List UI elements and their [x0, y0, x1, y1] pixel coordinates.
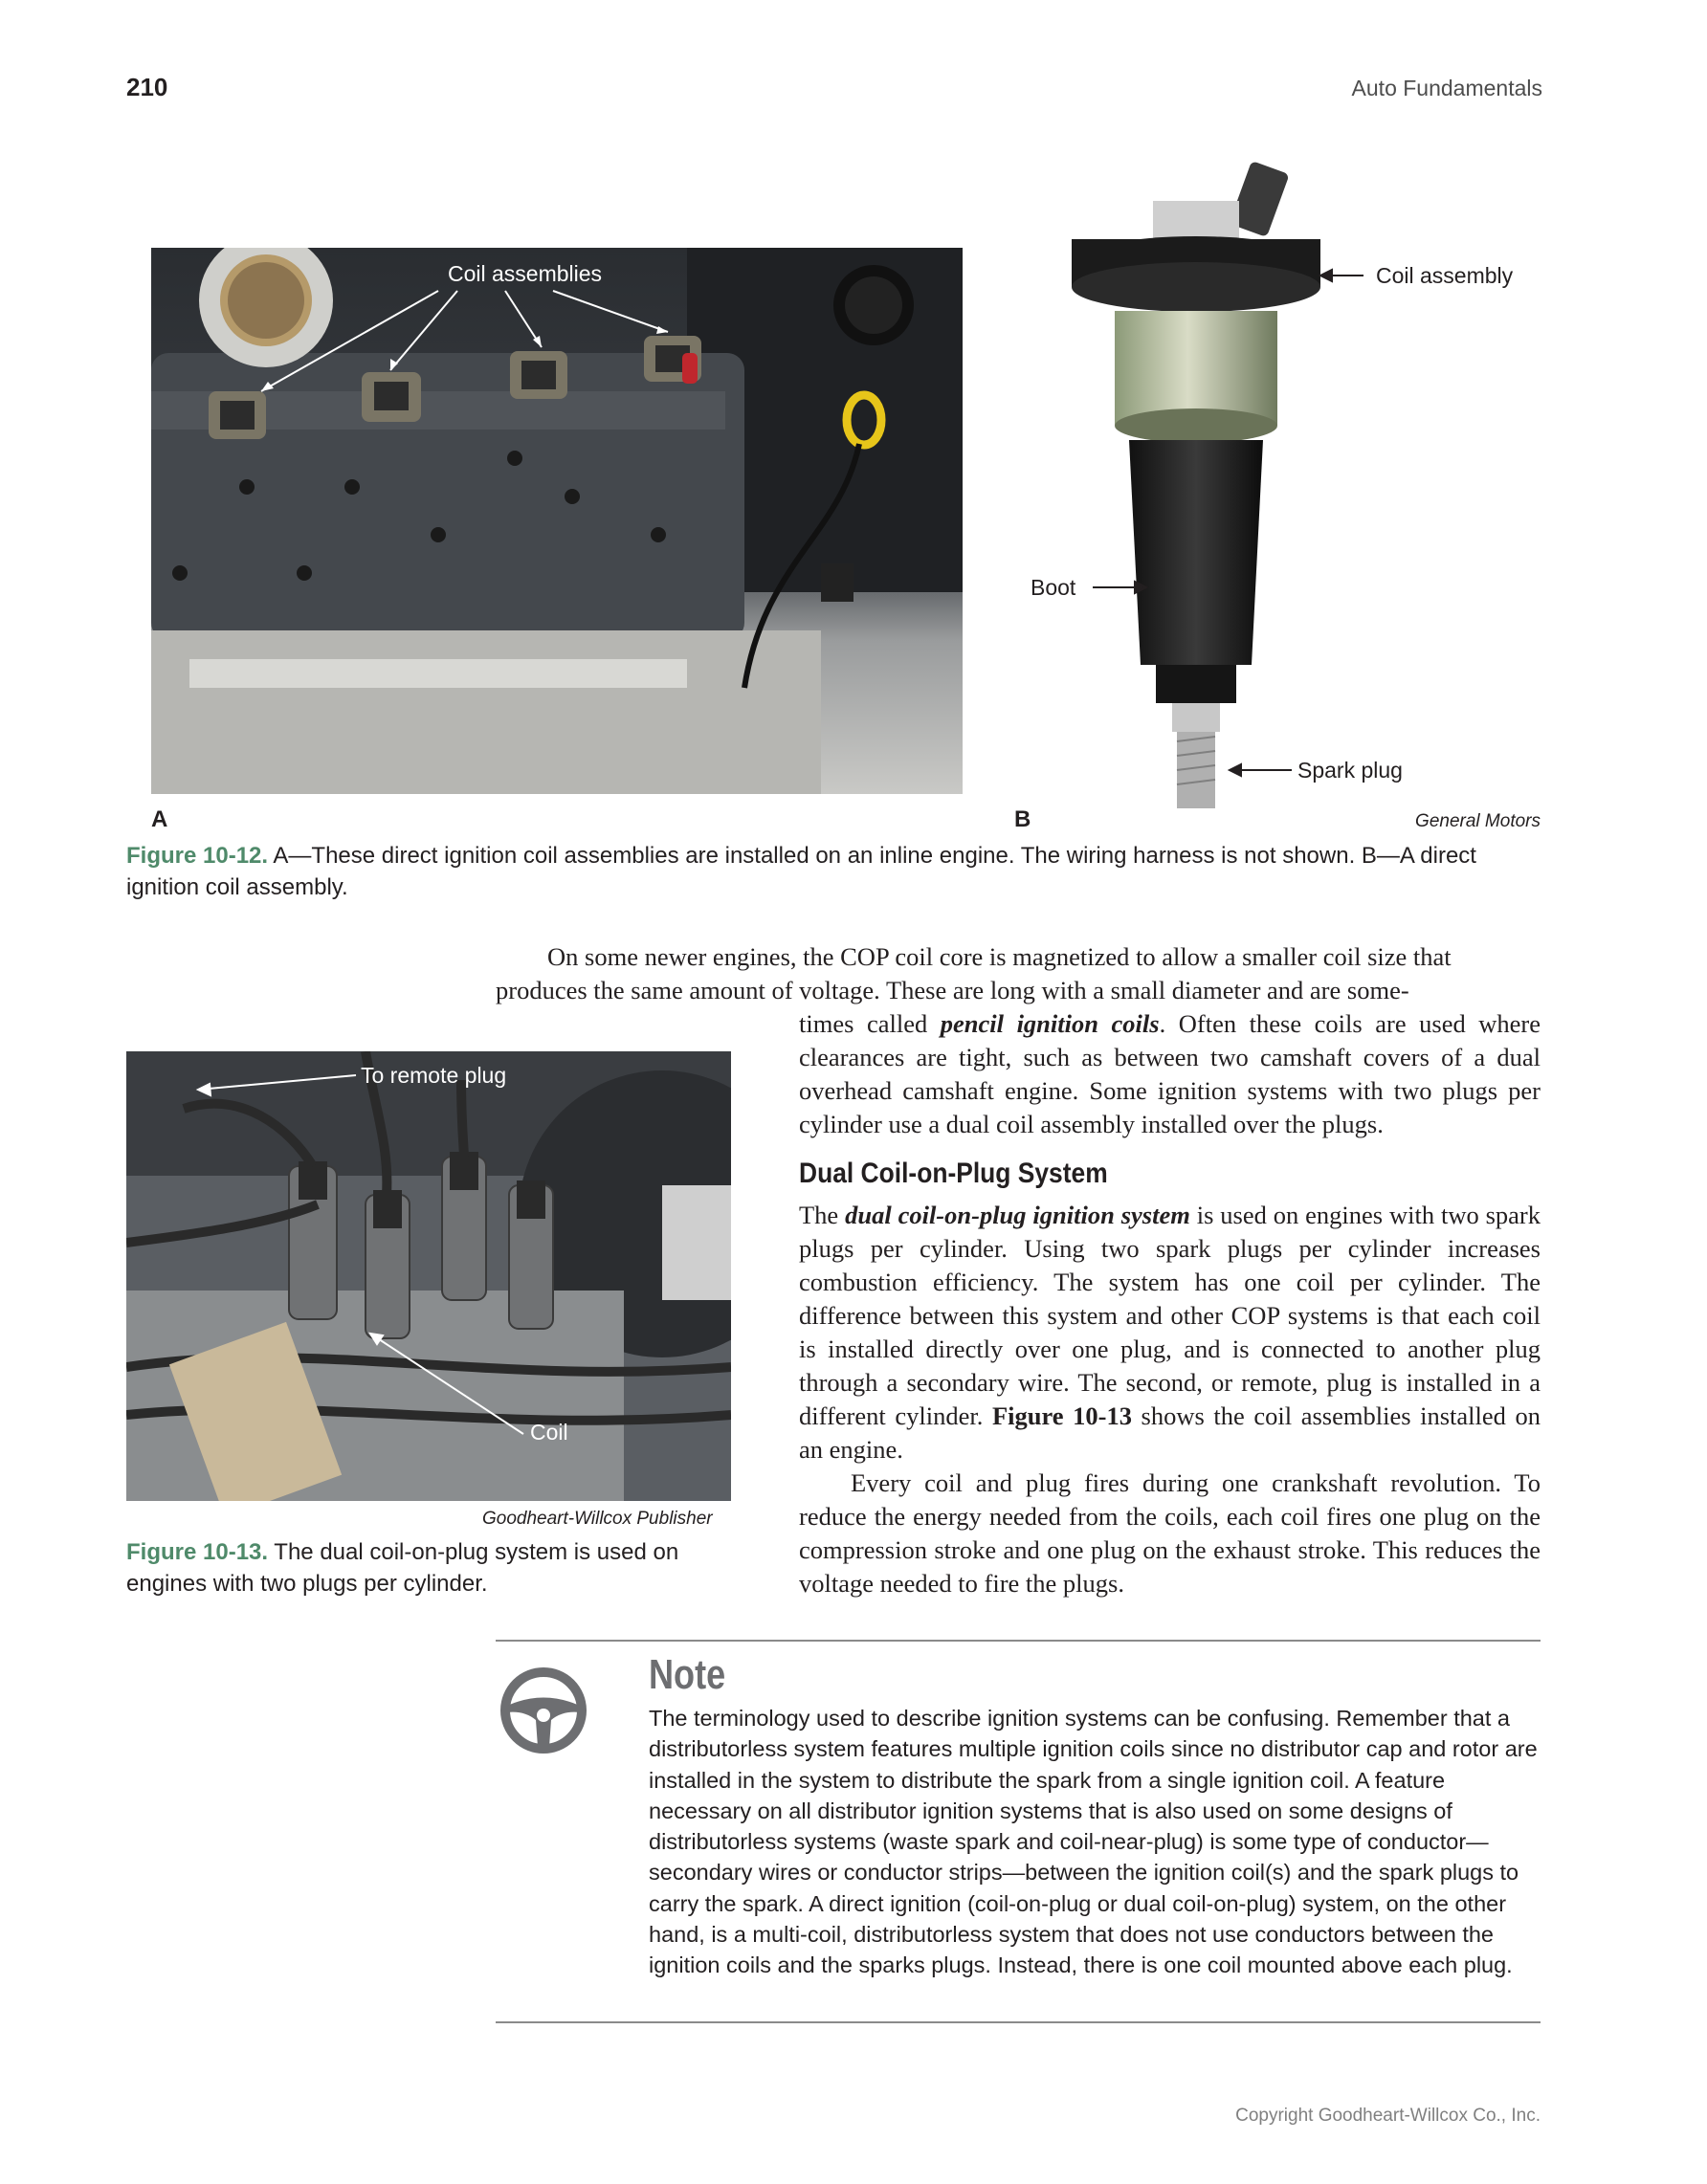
coil-assemblies-label: Coil assemblies: [448, 261, 603, 286]
coil-label: Coil: [530, 1420, 568, 1445]
copyright-notice: Copyright Goodheart-Willcox Co., Inc.: [1235, 2106, 1541, 2126]
dual-cop-text: [799, 1199, 1541, 1600]
intro-continuation: [799, 1007, 1541, 1141]
text-run: . Often these coils are used where clearances are tight, such as between two camshaft covers of a dual overhead camshaft engine. Some ignition systems with two plugs per cylinder use a dual coil assembly installed over the plugs.: [799, 1009, 1541, 1138]
spark-plug-callout: Spark plug: [1297, 758, 1403, 783]
intro-paragraph: [496, 940, 1541, 1007]
note-title: Note: [649, 1651, 726, 1698]
note-box: [496, 1640, 1541, 2023]
boot-callout: Boot: [1031, 575, 1076, 600]
caption-text: A—These direct ignition coil assemblies are installed on an inline engine. The wiring harness is not shown. B—A direct ignition coil assembly.: [126, 843, 1476, 900]
paragraph: Every coil and plug fires during one crankshaft revolution. To reduce the energy needed from the coils, each coil fires one plug on the compression stroke and one plug on the exhaust stroke. This reduces the voltage needed to fire the plugs.: [799, 1468, 1541, 1598]
note-body: The terminology used to describe ignition systems can be confusing. Remember that a distributorless system features multiple ignition coils since no distributor cap and rotor are installed in the system to distribute the spark from a single ignition coil. A feature necessary on all distributor ignition systems that is also used on some designs of distributorless systems (waste spark and coil-near-plug) is some type of conductor—secondary wires or conductor strips—between the ignition coil(s) and the spark plugs to carry the spark. A direct ignition (coil-on-plug or dual coil-on-plug) system, on the other hand, is a multi-coil, distributorless system that does not use conductors between the ignition coils and the sparks plugs. Instead, there is one coil mounted above each plug.: [649, 1706, 1538, 1978]
text-run: The: [799, 1201, 846, 1229]
panel-letter-b: B: [1014, 806, 1031, 832]
text-run: shows the coil assemblies installed on an engine.: [799, 1401, 1541, 1464]
figure-reference: Figure 10-13: [991, 1401, 1132, 1430]
figure-credit: Goodheart-Willcox Publisher: [482, 1509, 713, 1529]
engine-photo: [151, 248, 963, 794]
to-remote-plug-label: To remote plug: [361, 1063, 507, 1088]
section-heading: Dual Coil-on-Plug System: [799, 1158, 1108, 1189]
figure-number: Figure 10-12.: [126, 843, 269, 869]
intro-line: On some newer engines, the COP coil core is magnetized to allow a smaller coil size that: [547, 942, 1452, 971]
running-head: Auto Fundamentals: [1351, 76, 1542, 100]
text-run: times called: [799, 1009, 941, 1038]
steering-wheel-icon: [496, 1663, 591, 1758]
figure-number: Figure 10-13.: [126, 1539, 269, 1565]
page-number: 210: [126, 73, 168, 101]
key-term: dual coil-on-plug ignition system: [845, 1201, 1190, 1229]
caption-text: The dual coil-on-plug system is used on engines with two plugs per cylinder.: [126, 1539, 679, 1597]
coil-callout-arrows: [1014, 258, 1378, 784]
key-term: pencil ignition coils: [940, 1009, 1160, 1038]
figure-10-12-caption: [126, 840, 1541, 903]
figure-10-13-caption: [126, 1536, 739, 1599]
dual-coil-photo: [126, 1051, 731, 1501]
coil-assembly-callout: Coil assembly: [1376, 263, 1514, 288]
panel-letter-a: A: [151, 806, 168, 832]
intro-line: produces the same amount of voltage. These are long with a small diameter and are some-: [496, 976, 1409, 1004]
figure-credit: General Motors: [1415, 811, 1541, 831]
text-run: is used on engines with two spark plugs per cylinder. Using two spark plugs per cylinder increases combustion efficiency. The system has one coil per cylinder. The difference between this system and other COP systems is that each coil is installed directly over one plug, and is connected to another plug through a secondary wire. The second, or remote, plug is installed in a different cylinder.: [799, 1201, 1541, 1430]
